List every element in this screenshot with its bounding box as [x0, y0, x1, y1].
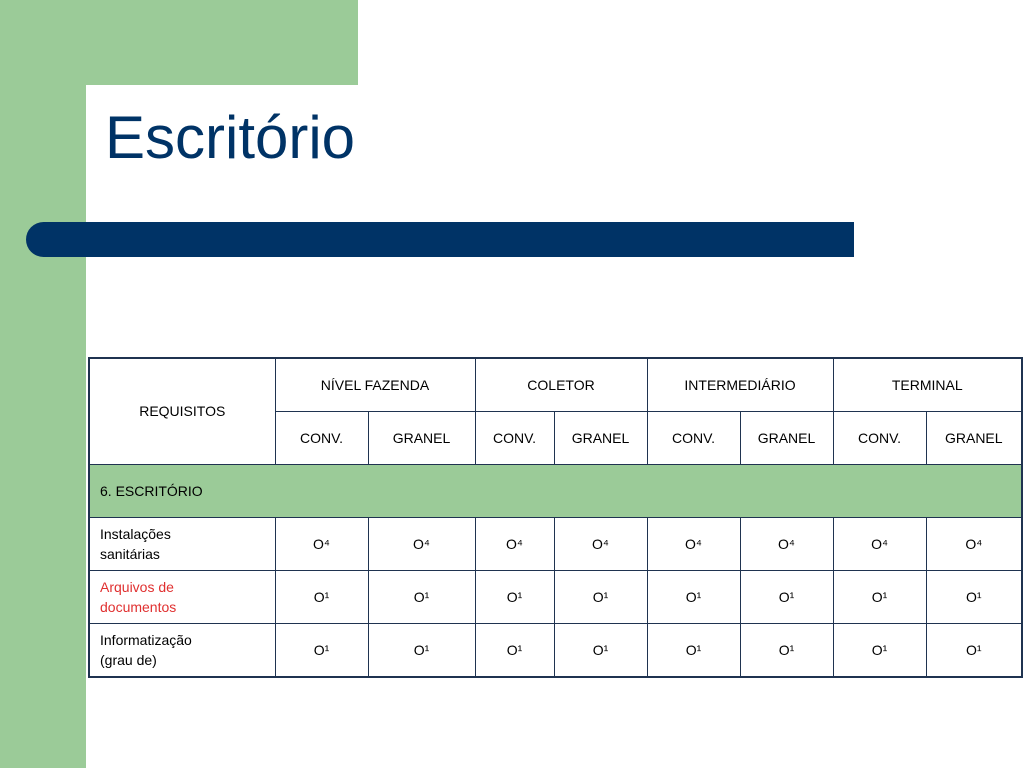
table-cell: O¹ — [554, 571, 647, 624]
table-cell: O⁴ — [926, 517, 1022, 570]
top-green-block — [0, 0, 358, 85]
table-cell: O¹ — [647, 624, 740, 677]
table-cell: O¹ — [926, 624, 1022, 677]
table-cell: O¹ — [554, 624, 647, 677]
subheader-cell: GRANEL — [740, 411, 833, 464]
row-label-line: documentos — [100, 599, 177, 616]
table-cell: O¹ — [475, 571, 554, 624]
title-underline-bar — [26, 222, 854, 257]
table-cell: O⁴ — [275, 517, 368, 570]
section-label: 6. ESCRITÓRIO — [89, 464, 1022, 517]
table-cell: O⁴ — [740, 517, 833, 570]
table-cell: O¹ — [368, 571, 475, 624]
row-label — [89, 624, 275, 677]
table-cell: O¹ — [275, 624, 368, 677]
table-cell: O⁴ — [475, 517, 554, 570]
group-header-terminal: TERMINAL — [833, 358, 1022, 411]
row-label — [89, 571, 275, 624]
table-cell: O⁴ — [554, 517, 647, 570]
table-cell: O¹ — [833, 571, 926, 624]
table-cell: O¹ — [275, 571, 368, 624]
group-header-nivel-fazenda: NÍVEL FAZENDA — [275, 358, 475, 411]
table-row — [89, 624, 1022, 677]
row-label-line: Informatização — [100, 632, 192, 649]
row-label — [89, 517, 275, 570]
requirements-table — [88, 357, 1023, 678]
table-cell: O⁴ — [647, 517, 740, 570]
subheader-cell: CONV. — [275, 411, 368, 464]
table-cell: O¹ — [368, 624, 475, 677]
group-header-coletor: COLETOR — [475, 358, 647, 411]
left-green-strip — [0, 0, 86, 768]
subheader-cell: CONV. — [647, 411, 740, 464]
subheader-cell: GRANEL — [368, 411, 475, 464]
table-cell: O¹ — [740, 571, 833, 624]
table-cell: O¹ — [475, 624, 554, 677]
table-row — [89, 571, 1022, 624]
subheader-cell: CONV. — [833, 411, 926, 464]
table-header-row — [89, 358, 1022, 411]
requisitos-header: REQUISITOS — [89, 358, 275, 464]
section-row — [89, 464, 1022, 517]
group-header-intermediario: INTERMEDIÁRIO — [647, 358, 833, 411]
table-row — [89, 517, 1022, 570]
table-cell: O¹ — [647, 571, 740, 624]
slide-title: Escritório — [105, 104, 356, 171]
row-label-line: sanitárias — [100, 546, 160, 563]
subheader-cell: GRANEL — [554, 411, 647, 464]
table-cell: O⁴ — [833, 517, 926, 570]
table-cell: O¹ — [926, 571, 1022, 624]
table-cell: O⁴ — [368, 517, 475, 570]
subheader-cell: CONV. — [475, 411, 554, 464]
row-label-line: Instalações — [100, 526, 171, 543]
row-label-line: Arquivos de — [100, 579, 174, 596]
subheader-cell: GRANEL — [926, 411, 1022, 464]
table-cell: O¹ — [833, 624, 926, 677]
row-label-line: (grau de) — [100, 652, 157, 669]
table-cell: O¹ — [740, 624, 833, 677]
